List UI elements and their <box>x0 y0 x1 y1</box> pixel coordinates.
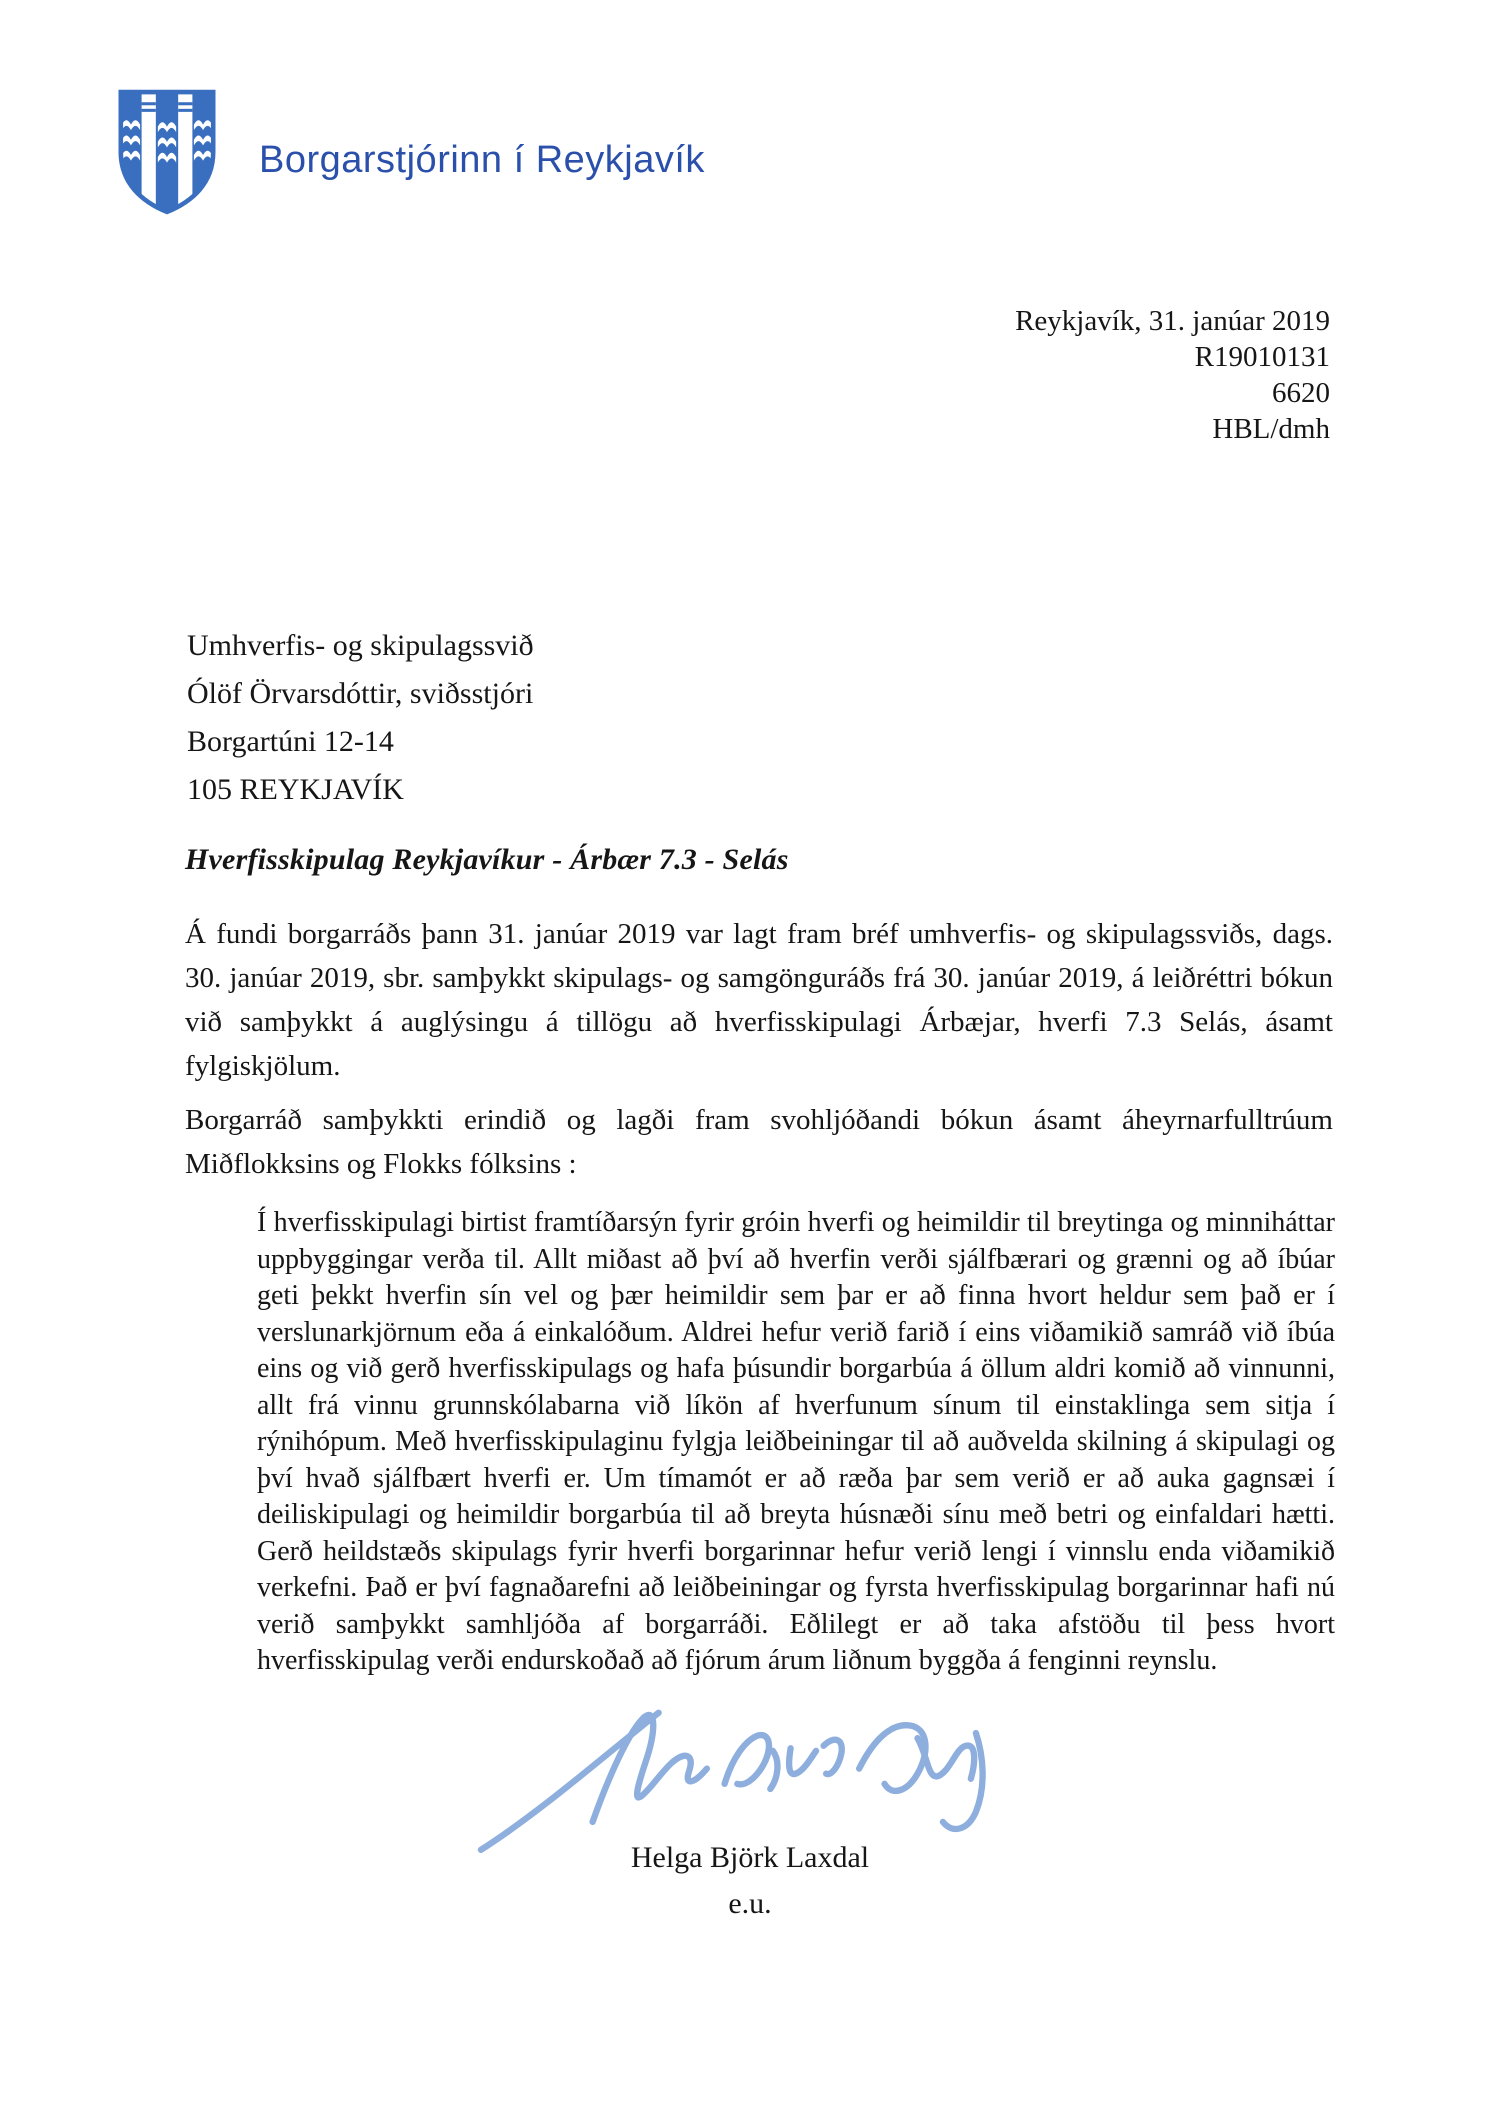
subject-line: Hverfisskipulag Reykjavíkur - Árbær 7.3 - Selás <box>185 843 789 876</box>
recipient-block <box>187 622 534 814</box>
meta-initials: HBL/dmh <box>1212 413 1330 445</box>
recipient-street: Borgartúni 12-14 <box>187 725 394 758</box>
handwritten-signature <box>470 1695 1030 1860</box>
signature-block <box>0 1695 1500 1924</box>
quote-paragraph: Í hverfisskipulagi birtist framtíðarsýn fyrir gróin hverfi og heimildir til breytinga og minniháttar uppbyggingar verða til. Allt miðast að því að hverfin verði sjálfbærari og grænni og að íbúar geti þekkt hverfin sín vel og þær heimildir sem þar er að finna hvort heldur sem það er í verslunarkjörnum eða á einkalóðum. Aldrei hefur verið farið í eins viðamikið samráð við íbúa eins og við gerð hverfisskipulags og hafa þúsundir borgarbúa á öllum aldri komið að vinnunni, allt frá vinnu grunnskólabarna við líkön af hverfunum sínum til einstaklinga sem sitja í rýnihópum. Með hverfisskipulaginu fylgja leiðbeiningar til að auðvelda skilning á skipulagi og því hvað sjálfbært hverfi er. Um tímamót er að ræða þar sem verið er að auka gagnsæi í deiliskipulagi og heimildir borgarbúa til að breyta húsnæði sínu með betri og einfaldari hætti. Gerð heildstæðs skipulags fyrir hverfi borgarinnar hefur verið lengi í vinnslu enda viðamikið verkefni. Það er því fagnaðarefni að leiðbeiningar og fyrsta hverfisskipulag borgarinnar hafi nú verið samþykkt samhljóða af borgarráði. Eðlilegt er að taka afstöðu til þess hvort hverfisskipulag verði endurskoðað að fjórum árum liðnum byggða á fenginni reynslu. <box>257 1207 1335 1676</box>
paragraph-1: Á fundi borgarráðs þann 31. janúar 2019 var lagt fram bréf umhverfis- og skipulagssviðs, dags. 30. janúar 2019, sbr. samþykkt skipulags- og samgönguráðs frá 30. janúar 2019, á leiðréttri bókun við samþykkt á auglýsingu á tillögu að hverfisskipulagi Árbæjar, hverfi 7.3 Selás, ásamt fylgiskjölum. <box>185 918 1333 1082</box>
reykjavik-coat-of-arms-icon <box>103 87 231 217</box>
meta-case-number: 6620 <box>1272 377 1330 409</box>
signatory-name: Helga Björk Laxdal <box>630 1841 870 1874</box>
paragraph-2: Borgarráð samþykkti erindið og lagði fram svohljóðandi bókun ásamt áheyrnarfulltrúum Miðflokksins og Flokks fólksins : <box>185 1104 1333 1180</box>
recipient-person: Ólöf Örvarsdóttir, sviðsstjóri <box>187 677 534 710</box>
meta-reference: R19010131 <box>1194 341 1330 373</box>
org-name: Borgarstjórinn í Reykjavík <box>259 138 705 181</box>
signatory-suffix: e.u. <box>728 1887 772 1920</box>
meta-place-date: Reykjavík, 31. janúar 2019 <box>1015 305 1330 337</box>
meta-block <box>1015 303 1330 447</box>
recipient-city: 105 REYKJAVÍK <box>187 773 404 806</box>
recipient-department: Umhverfis- og skipulagssvið <box>187 629 534 662</box>
letterhead <box>103 87 705 217</box>
